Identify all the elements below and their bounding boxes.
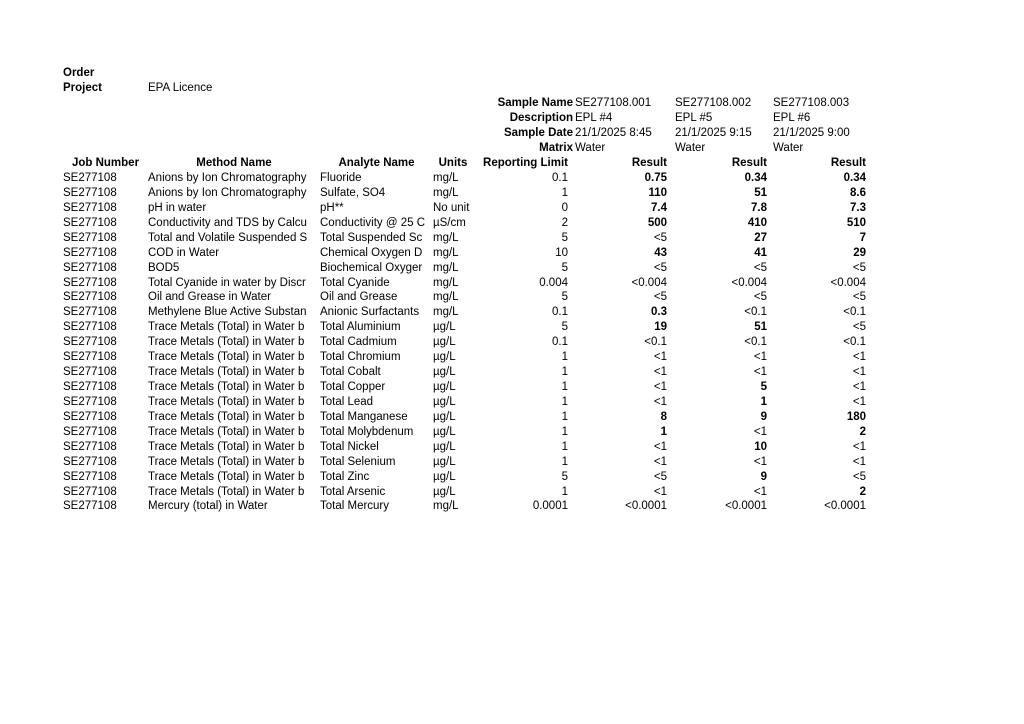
cell-job-number: SE277108 (63, 440, 117, 453)
sample-meta-row (63, 111, 893, 126)
cell-job-number: SE277108 (63, 381, 117, 394)
order-row (63, 66, 893, 81)
table-row (63, 171, 893, 186)
cell-result: 10 (754, 440, 767, 453)
cell-analyte-name: Biochemical Oxyger (320, 261, 423, 274)
cell-job-number: SE277108 (63, 485, 117, 498)
cell-job-number: SE277108 (63, 366, 117, 379)
cell-result: <1 (753, 366, 767, 379)
header-result-3: Result (830, 157, 866, 169)
cell-result: 29 (853, 246, 866, 259)
cell-result: <0.0001 (725, 500, 767, 513)
cell-units: mg/L (433, 186, 459, 199)
cell-reporting-limit: 1 (561, 351, 568, 364)
cell-result: <1 (852, 395, 866, 408)
cell-analyte-name: Total Cobalt (320, 366, 381, 379)
cell-analyte-name: Total Suspended Sc (320, 231, 423, 244)
cell-analyte-name: Total Cadmium (320, 336, 397, 349)
cell-method-name: BOD5 (148, 261, 180, 274)
cell-reporting-limit: 1 (561, 410, 568, 423)
cell-result: <0.004 (830, 276, 866, 289)
cell-result: <5 (852, 470, 866, 483)
cell-reporting-limit: 5 (561, 470, 568, 483)
cell-reporting-limit: 0.1 (552, 336, 568, 349)
cell-method-name: Oil and Grease in Water (148, 291, 271, 304)
cell-result: 19 (654, 321, 667, 334)
cell-analyte-name: Total Chromium (320, 351, 401, 364)
cell-reporting-limit: 1 (561, 425, 568, 438)
cell-method-name: Trace Metals (Total) in Water b (148, 470, 305, 483)
table-row (63, 231, 893, 246)
cell-units: µg/L (433, 366, 456, 379)
cell-result: <5 (753, 291, 767, 304)
sample-meta-value: Water (675, 142, 706, 154)
cell-result: 27 (754, 231, 767, 244)
table-row (63, 455, 893, 470)
cell-result: <1 (852, 440, 866, 453)
cell-result: <5 (653, 231, 667, 244)
project-value: EPA Licence (148, 82, 213, 94)
cell-job-number: SE277108 (63, 500, 117, 513)
cell-result: <0.004 (631, 276, 667, 289)
cell-method-name: Trace Metals (Total) in Water b (148, 455, 305, 468)
cell-job-number: SE277108 (63, 425, 117, 438)
table-row (63, 440, 893, 455)
cell-reporting-limit: 0.1 (552, 306, 568, 319)
cell-result: <1 (852, 351, 866, 364)
cell-result: <0.1 (744, 336, 767, 349)
cell-units: µg/L (433, 336, 456, 349)
cell-result: 41 (754, 246, 767, 259)
cell-method-name: Trace Metals (Total) in Water b (148, 366, 305, 379)
cell-analyte-name: Chemical Oxygen D (320, 246, 423, 259)
cell-result: <0.0001 (625, 500, 667, 513)
cell-job-number: SE277108 (63, 216, 117, 229)
cell-result: <0.0001 (824, 500, 866, 513)
cell-analyte-name: pH** (320, 201, 344, 214)
cell-job-number: SE277108 (63, 410, 117, 423)
cell-job-number: SE277108 (63, 246, 117, 259)
cell-result: 7.4 (651, 201, 667, 214)
cell-reporting-limit: 1 (561, 366, 568, 379)
cell-units: µg/L (433, 470, 456, 483)
cell-result: <5 (753, 261, 767, 274)
cell-reporting-limit: 2 (561, 216, 568, 229)
table-row (63, 365, 893, 380)
cell-result: <0.1 (744, 306, 767, 319)
cell-analyte-name: Sulfate, SO4 (320, 186, 386, 199)
cell-result: <5 (653, 261, 667, 274)
table-row (63, 335, 893, 350)
cell-result: 0.75 (644, 172, 667, 184)
table-row (63, 201, 893, 216)
sample-meta-value: Water (575, 142, 606, 154)
table-row (63, 305, 893, 320)
cell-units: µg/L (433, 395, 456, 408)
cell-method-name: Trace Metals (Total) in Water b (148, 336, 305, 349)
cell-result: 7 (859, 231, 866, 244)
cell-result: 1 (760, 395, 767, 408)
project-label: Project (63, 82, 102, 94)
cell-method-name: Total and Volatile Suspended S (148, 231, 308, 244)
cell-job-number: SE277108 (63, 291, 117, 304)
cell-job-number: SE277108 (63, 186, 117, 199)
cell-result: 0.34 (843, 172, 866, 184)
header-job-number: Job Number (71, 157, 140, 169)
table-row (63, 410, 893, 425)
table-row (63, 395, 893, 410)
cell-job-number: SE277108 (63, 455, 117, 468)
cell-result: <0.004 (731, 276, 767, 289)
cell-job-number: SE277108 (63, 306, 117, 319)
cell-analyte-name: Anionic Surfactants (320, 306, 420, 319)
order-label: Order (63, 67, 95, 79)
lab-report (63, 66, 893, 536)
cell-analyte-name: Conductivity @ 25 C (320, 216, 425, 229)
cell-reporting-limit: 5 (561, 231, 568, 244)
table-row (63, 261, 893, 276)
cell-units: µg/L (433, 440, 456, 453)
cell-units: µg/L (433, 455, 456, 468)
sample-meta-row (63, 96, 893, 111)
cell-job-number: SE277108 (63, 276, 117, 289)
cell-method-name: Trace Metals (Total) in Water b (148, 410, 305, 423)
cell-result: <1 (653, 455, 667, 468)
cell-job-number: SE277108 (63, 395, 117, 408)
cell-result: 1 (660, 425, 667, 438)
cell-method-name: Anions by Ion Chromatography (148, 172, 307, 184)
table-row (63, 216, 893, 231)
cell-result: 7.3 (850, 201, 866, 214)
cell-method-name: Trace Metals (Total) in Water b (148, 321, 305, 334)
cell-reporting-limit: 5 (561, 261, 568, 274)
sample-meta-value: SE277108.003 (773, 97, 850, 109)
cell-units: mg/L (433, 306, 459, 319)
cell-analyte-name: Total Aluminium (320, 321, 401, 334)
sample-meta-label: Matrix (539, 142, 573, 154)
cell-result: <1 (653, 381, 667, 394)
cell-units: No unit (433, 201, 470, 214)
cell-method-name: Conductivity and TDS by Calcu (148, 216, 307, 229)
cell-result: <1 (753, 425, 767, 438)
cell-analyte-name: Total Cyanide (320, 276, 390, 289)
cell-reporting-limit: 1 (561, 440, 568, 453)
sample-meta-row (63, 126, 893, 141)
cell-result: <5 (653, 470, 667, 483)
cell-analyte-name: Total Molybdenum (320, 425, 414, 438)
sample-meta-label: Sample Date (503, 127, 573, 139)
cell-analyte-name: Total Lead (320, 395, 374, 408)
cell-result: 180 (846, 410, 866, 423)
cell-result: <1 (753, 485, 767, 498)
cell-method-name: Trace Metals (Total) in Water b (148, 485, 305, 498)
cell-units: µg/L (433, 351, 456, 364)
cell-result: <1 (753, 351, 767, 364)
table-row (63, 290, 893, 305)
cell-analyte-name: Total Zinc (320, 470, 370, 483)
cell-result: 2 (859, 425, 866, 438)
cell-reporting-limit: 1 (561, 186, 568, 199)
cell-units: µg/L (433, 381, 456, 394)
cell-job-number: SE277108 (63, 201, 117, 214)
cell-method-name: Trace Metals (Total) in Water b (148, 395, 305, 408)
cell-method-name: Trace Metals (Total) in Water b (148, 425, 305, 438)
cell-units: mg/L (433, 291, 459, 304)
cell-result: <5 (852, 261, 866, 274)
table-row (63, 186, 893, 201)
cell-result: 0.3 (651, 306, 667, 319)
cell-reporting-limit: 1 (561, 381, 568, 394)
cell-result: 9 (760, 410, 767, 423)
sample-meta-label: Description (509, 112, 573, 124)
cell-reporting-limit: 5 (561, 321, 568, 334)
cell-result: 500 (647, 216, 667, 229)
sample-meta-value: 21/1/2025 9:15 (675, 127, 752, 139)
cell-result: 110 (648, 186, 667, 199)
cell-method-name: Mercury (total) in Water (148, 500, 268, 513)
table-row (63, 485, 893, 500)
cell-job-number: SE277108 (63, 351, 117, 364)
cell-result: 51 (754, 321, 767, 334)
sample-meta-value: SE277108.002 (675, 97, 752, 109)
cell-result: 51 (754, 186, 767, 199)
table-row (63, 350, 893, 365)
cell-result: <0.1 (644, 336, 667, 349)
header-result-2: Result (731, 157, 767, 169)
cell-reporting-limit: 0.1 (552, 172, 568, 184)
table-row (63, 320, 893, 335)
header-method-name: Method Name (196, 157, 272, 169)
cell-units: µS/cm (433, 216, 466, 229)
cell-result: <0.1 (843, 336, 866, 349)
cell-result: <1 (653, 440, 667, 453)
cell-result: <1 (653, 366, 667, 379)
sample-meta-row (63, 141, 893, 156)
cell-reporting-limit: 1 (561, 395, 568, 408)
cell-units: mg/L (433, 246, 459, 259)
cell-analyte-name: Fluoride (320, 172, 362, 184)
cell-result: 2 (859, 485, 866, 498)
cell-result: 7.8 (751, 201, 767, 214)
cell-job-number: SE277108 (63, 231, 117, 244)
cell-result: <1 (852, 381, 866, 394)
cell-units: µg/L (433, 410, 456, 423)
cell-method-name: Trace Metals (Total) in Water b (148, 381, 305, 394)
cell-method-name: Trace Metals (Total) in Water b (148, 440, 305, 453)
cell-result: 8 (660, 410, 667, 423)
cell-reporting-limit: 0.0001 (532, 500, 568, 513)
cell-units: mg/L (433, 261, 459, 274)
cell-result: <1 (653, 485, 667, 498)
cell-result: <1 (653, 395, 667, 408)
table-row (63, 276, 893, 291)
cell-method-name: Anions by Ion Chromatography (148, 186, 307, 199)
cell-units: mg/L (433, 172, 459, 184)
sample-meta-value: EPL #6 (773, 112, 811, 124)
sample-meta-value: Water (773, 142, 804, 154)
cell-result: <5 (653, 291, 667, 304)
cell-method-name: COD in Water (148, 246, 220, 259)
cell-reporting-limit: 0.004 (539, 276, 568, 289)
cell-reporting-limit: 0 (561, 201, 568, 214)
cell-reporting-limit: 10 (555, 246, 568, 259)
header-reporting-limit: Reporting Limit (483, 157, 568, 169)
cell-analyte-name: Total Copper (320, 381, 386, 394)
cell-result: 43 (654, 246, 667, 259)
cell-method-name: Methylene Blue Active Substan (148, 306, 307, 319)
cell-result: <1 (653, 351, 667, 364)
cell-result: <1 (852, 366, 866, 379)
sample-meta-label: Sample Name (497, 97, 573, 109)
cell-reporting-limit: 1 (561, 455, 568, 468)
cell-analyte-name: Oil and Grease (320, 291, 398, 304)
cell-analyte-name: Total Selenium (320, 455, 396, 468)
cell-job-number: SE277108 (63, 261, 117, 274)
cell-result: 9 (760, 470, 767, 483)
cell-job-number: SE277108 (63, 172, 117, 184)
cell-analyte-name: Total Mercury (320, 500, 390, 513)
cell-reporting-limit: 5 (561, 291, 568, 304)
sample-meta-value: SE277108.001 (575, 97, 652, 109)
sample-meta-value: EPL #4 (575, 112, 613, 124)
table-row (63, 425, 893, 440)
cell-units: µg/L (433, 425, 456, 438)
cell-units: µg/L (433, 321, 456, 334)
sample-meta-value: 21/1/2025 9:00 (773, 127, 850, 139)
cell-method-name: Total Cyanide in water by Discr (148, 276, 306, 289)
cell-result: <5 (852, 291, 866, 304)
header-units: Units (438, 157, 468, 169)
cell-analyte-name: Total Nickel (320, 440, 379, 453)
sample-meta-value: EPL #5 (675, 112, 713, 124)
sample-meta-value: 21/1/2025 8:45 (575, 127, 652, 139)
cell-result: <5 (852, 321, 866, 334)
cell-result: <0.1 (843, 306, 866, 319)
cell-reporting-limit: 1 (561, 485, 568, 498)
cell-method-name: Trace Metals (Total) in Water b (148, 351, 305, 364)
cell-result: 0.34 (744, 172, 767, 184)
header-analyte-name: Analyte Name (338, 157, 415, 169)
cell-result: 8.6 (850, 186, 866, 199)
cell-analyte-name: Total Arsenic (320, 485, 386, 498)
table-row (63, 470, 893, 485)
table-row (63, 499, 893, 514)
table-row (63, 380, 893, 395)
cell-job-number: SE277108 (63, 470, 117, 483)
cell-result: <1 (852, 455, 866, 468)
cell-units: mg/L (433, 500, 459, 513)
table-header-row (63, 156, 893, 171)
cell-job-number: SE277108 (63, 336, 117, 349)
cell-result: 410 (747, 216, 767, 229)
project-row (63, 81, 893, 96)
cell-units: µg/L (433, 485, 456, 498)
table-row (63, 246, 893, 261)
cell-method-name: pH in water (148, 201, 207, 214)
cell-result: 510 (846, 216, 866, 229)
header-result-1: Result (631, 157, 667, 169)
cell-units: mg/L (433, 231, 459, 244)
cell-result: 5 (760, 381, 767, 394)
cell-units: mg/L (433, 276, 459, 289)
cell-job-number: SE277108 (63, 321, 117, 334)
cell-result: <1 (753, 455, 767, 468)
cell-analyte-name: Total Manganese (320, 410, 408, 423)
